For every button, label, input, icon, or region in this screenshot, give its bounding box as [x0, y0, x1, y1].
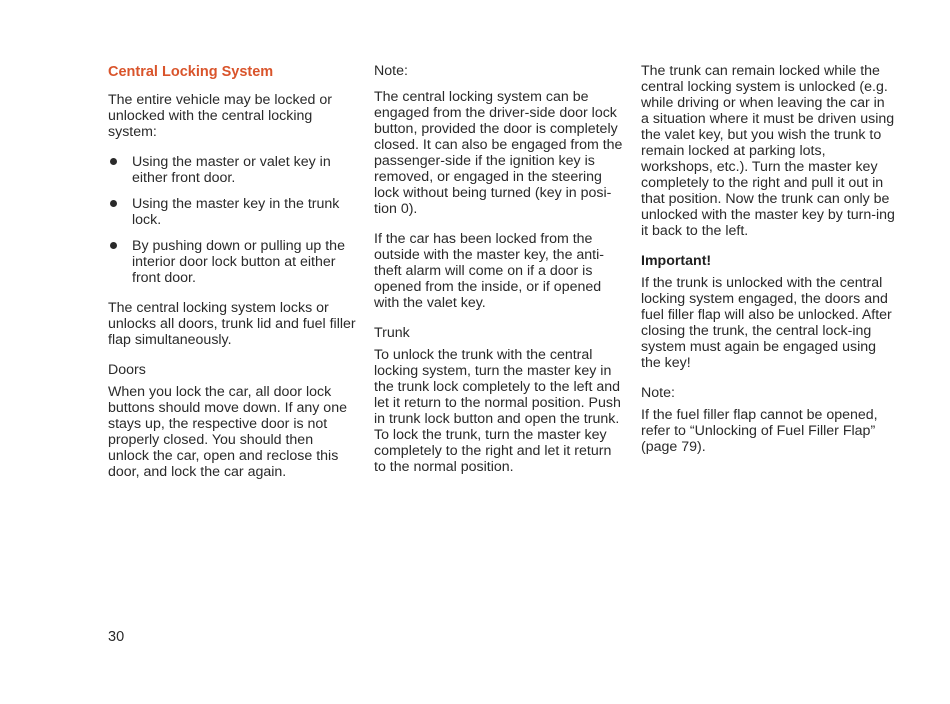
section-title: Central Locking System	[108, 64, 274, 80]
note-paragraph: The central locking system can be engaged from the driver-side door lock button, provided the door is completely closed. It can also be engaged from the passenger-side if the ignition key is removed, or engaged in the steering lock without being turned (key in posi-tion 0).	[374, 89, 623, 217]
list-item: Using the master or valet key in either front door.	[108, 154, 358, 186]
bullet-icon	[110, 242, 117, 249]
trunk-paragraph: To unlock the trunk with the central locking system, turn the master key in the trunk lock completely to the left and let it return to the normal position. Push in trunk lock button and open the trunk. To lock the trunk, turn the master key completely to the right and let it return to the normal position.	[374, 347, 621, 475]
column-right	[641, 60, 896, 469]
note-heading: Note:	[374, 63, 408, 79]
list-item: Using the master key in the trunk lock.	[108, 196, 358, 228]
fuel-note-paragraph: If the fuel filler flap cannot be opened, refer to “Unlocking of Fuel Filler Flap” (page 79).	[641, 407, 878, 455]
important-paragraph: If the trunk is unlocked with the central locking system engaged, the doors and fuel filler flap will also be unlocked. After closing the trunk, the central lock-ing system must again be engaged using the key!	[641, 275, 892, 371]
summary-paragraph: The central locking system locks or unlocks all doors, trunk lid and fuel filler flap simultaneously.	[108, 300, 356, 348]
bullet-icon	[110, 200, 117, 207]
intro-paragraph: The entire vehicle may be locked or unlocked with the central locking system:	[108, 92, 332, 140]
bullet-icon	[110, 158, 117, 165]
doors-paragraph: When you lock the car, all door lock buttons should move down. If any one stays up, the respective door is not properly closed. You should then unlock the car, open and reclose this door, and lock the car again.	[108, 384, 347, 480]
note-heading: Note:	[641, 385, 675, 401]
important-heading: Important!	[641, 253, 712, 269]
list-item: By pushing down or pulling up the interior door lock button at either front door.	[108, 238, 358, 286]
trunk-heading: Trunk	[374, 325, 410, 341]
doors-heading: Doors	[108, 362, 146, 378]
lock-methods-list	[108, 154, 358, 286]
trunk-locked-paragraph: The trunk can remain locked while the central locking system is unlocked (e.g. while driving or when leaving the car in a situation where it must be driven using the valet key, but you wish the trunk to remain locked at parking lots, workshops, etc.). Turn the master key completely to the right and pull it out in that position. Now the trunk can only be unlocked with the master key by turn-ing it back to the left.	[641, 63, 895, 239]
page-number: 30	[108, 629, 125, 645]
column-middle	[374, 60, 624, 489]
alarm-paragraph: If the car has been locked from the outside with the master key, the anti-theft alarm will come on if a door is opened from the inside, or if opened with the valet key.	[374, 231, 604, 311]
column-left	[108, 60, 358, 494]
